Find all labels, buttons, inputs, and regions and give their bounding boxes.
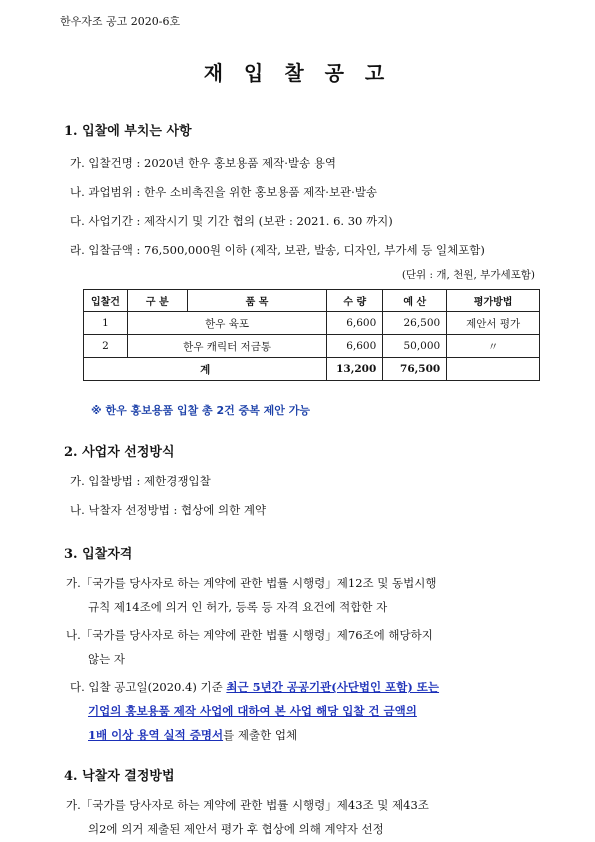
- section-3-item-b-line2: 않는 자: [88, 652, 125, 666]
- section-1-item-d: 라. 입찰금액 : 76,500,000원 이하 (제작, 보관, 발송, 디자인, 부가세 등 일체포함): [70, 243, 485, 257]
- section-3-item-b-line1: 나.「국가를 당사자로 하는 계약에 관한 법률 시행령」제76조에 해당하지: [66, 628, 433, 642]
- section-4-item-a-line1: 가.「국가를 당사자로 하는 계약에 관한 법률 시행령」제43조 및 제43조: [66, 798, 429, 812]
- section-heading-2: 2. 사업자 선정방식: [64, 445, 175, 460]
- table-header: 수 량: [327, 290, 383, 312]
- section-heading-3: 3. 입찰자격: [64, 547, 133, 562]
- table-header: 예 산: [383, 290, 447, 312]
- section-3-item-a-line2: 규칙 제14조에 의거 인 허가, 등록 등 자격 요건에 적합한 자: [88, 600, 388, 614]
- cell-qty: 6,600: [327, 312, 383, 335]
- table-header: 입찰건: [84, 290, 128, 312]
- section-1-item-b: 나. 과업범위 : 한우 소비촉진을 위한 홍보용품 제작·보관·발송: [70, 185, 378, 199]
- cell-total-label: 계: [84, 358, 327, 381]
- document-number: 한우자조 공고 2020-6호: [60, 15, 181, 28]
- highlighted-requirement: 기업의 홍보용품 제작 사업에 대하여 본 사업 해당 입찰 건 금액의: [88, 704, 417, 718]
- cell-method: 〃: [447, 335, 540, 358]
- section-3-item-a-line1: 가.「국가를 당사자로 하는 계약에 관한 법률 시행령」제12조 및 동법시행: [66, 576, 437, 590]
- duplicate-bid-note: ※ 한우 홍보용품 입찰 총 2건 중복 제안 가능: [91, 404, 310, 417]
- table-header: 구 분: [127, 290, 187, 312]
- cell-budget: 26,500: [383, 312, 447, 335]
- unit-note: (단위 : 개, 천원, 부가세포함): [401, 269, 535, 281]
- section-3-item-c-line2: [88, 703, 417, 719]
- section-heading-4: 4. 낙찰자 결정방법: [64, 769, 175, 784]
- cell-total-budget: 76,500: [383, 358, 447, 381]
- highlighted-requirement: 1배 이상 용역 실적 증명서: [88, 728, 224, 742]
- cell-no: 2: [84, 335, 128, 358]
- cell-budget: 50,000: [383, 335, 447, 358]
- section-1-item-c: 다. 사업기간 : 제작시기 및 기간 협의 (보관 : 2021. 6. 30 까지): [70, 214, 393, 228]
- cell-no: 1: [84, 312, 128, 335]
- section-2-item-a: 가. 입찰방법 : 제한경쟁입찰: [70, 474, 211, 488]
- table-header-row: [84, 290, 540, 312]
- section-3-item-c-suffix: 를 제출한 업체: [223, 728, 298, 742]
- page-title: 재 입 찰 공 고: [203, 61, 392, 85]
- cell-item: 한우 육포: [127, 312, 326, 335]
- table-row: [84, 335, 540, 358]
- cell-method: 제안서 평가: [447, 312, 540, 335]
- section-3-item-c-line3: [88, 727, 297, 743]
- cell-total-qty: 13,200: [327, 358, 383, 381]
- table-total-row: [84, 358, 540, 381]
- section-3-item-c-prefix: 다. 입찰 공고일(2020.4) 기준: [70, 680, 227, 694]
- table-header: 품 목: [187, 290, 327, 312]
- table-header: 평가방법: [447, 290, 540, 312]
- highlighted-requirement: 최근 5년간 공공기관(사단법인 포함) 또는: [226, 680, 440, 694]
- section-4-item-a-line2: 의2에 의거 제출된 제안서 평가 후 협상에 의해 계약자 선정: [88, 822, 384, 836]
- cell-item: 한우 캐릭터 저금통: [127, 335, 326, 358]
- table-row: [84, 312, 540, 335]
- cell-qty: 6,600: [327, 335, 383, 358]
- bid-table: [83, 289, 540, 381]
- section-2-item-b: 나. 낙찰자 선정방법 : 협상에 의한 계약: [70, 503, 267, 517]
- section-heading-1: 1. 입찰에 부치는 사항: [64, 124, 192, 139]
- section-1-item-a: 가. 입찰건명 : 2020년 한우 홍보용품 제작·발송 용역: [70, 156, 337, 170]
- cell-total-method: [447, 358, 540, 381]
- section-3-item-c-line1: [70, 679, 439, 695]
